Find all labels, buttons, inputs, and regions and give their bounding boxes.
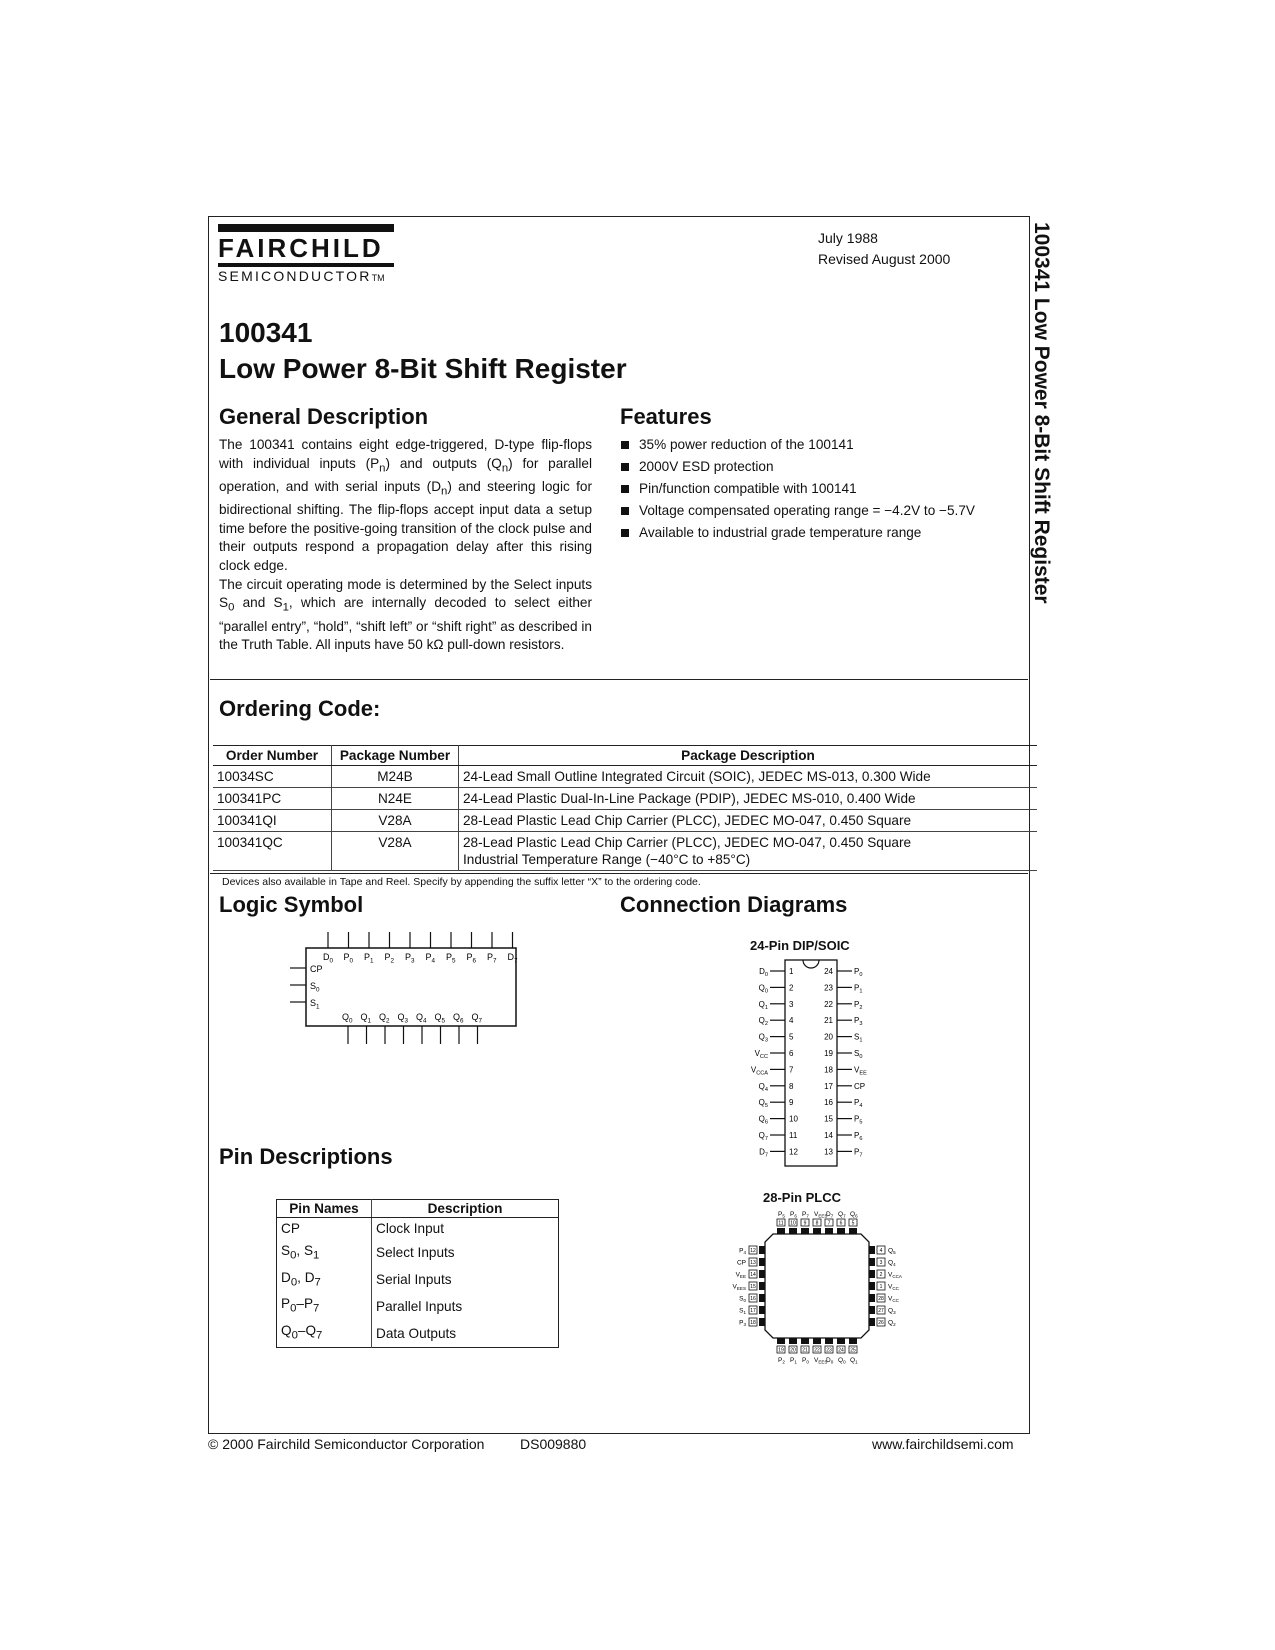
revised-date: Revised August 2000 [818,251,951,267]
dip-pin-name: $Q_5$ [758,1098,768,1110]
dip-pin-number: 17 [824,1081,833,1091]
dip-pin-name: $Q_0$ [758,983,768,995]
dip-pin-name: $P_0$ [854,967,863,978]
plcc-pin [849,1228,857,1234]
pin-name: $Q_0-Q_7$ [277,1320,372,1347]
package-description-line2: Industrial Temperature Range (−40°C to +85°C) [463,852,751,867]
plcc-pin-number: 25 [850,1347,856,1354]
title-block [219,315,627,387]
plcc-pin [759,1294,765,1302]
dip-pin-name: $P_6$ [854,1131,863,1142]
dip-title: 24-Pin DIP/SOIC [750,938,850,953]
plcc-pin-number: 13 [750,1260,756,1266]
plcc-pin-number: 27 [878,1308,884,1314]
feature-item: Voltage compensated operating range = −4.2V to −5.7V [621,500,1021,522]
plcc-pin-name: $P_2$ [778,1357,785,1365]
plcc-pin [759,1318,765,1326]
dip-pin-number: 10 [789,1114,798,1124]
dip-pin-number: 24 [824,967,833,976]
logic-output-label: $Q_1$ [360,1012,372,1025]
dip-pin-name: $P_3$ [854,1016,863,1028]
dip-pin-name: $P_7$ [854,1147,863,1159]
plcc-pin-name: $P_1$ [790,1357,797,1365]
footer-doc-number: DS009880 [520,1436,587,1452]
plcc-pin-name: $Q_5$ [888,1247,896,1256]
plcc-pin-number: 22 [814,1347,820,1354]
ordering-code-heading: Ordering Code: [219,696,381,721]
dip-pin-number: 16 [824,1098,833,1108]
plcc-pin [849,1338,857,1344]
logo-main-text: FAIRCHILD [218,233,384,263]
dip-pin-number: 4 [789,1016,794,1026]
plcc-pin-number: 9 [803,1220,807,1227]
dip-pin-number: 12 [789,1147,798,1157]
plcc-pin [801,1338,809,1344]
plcc-pin-number: 24 [838,1347,844,1354]
pin-name: CP [277,1218,372,1241]
pin-description: Select Inputs [376,1245,455,1261]
ordering-bottom-rule [210,873,1028,874]
order-number: 100341QC [213,832,332,871]
plcc-pin [869,1270,875,1278]
logic-input-label: $P_7$ [487,952,497,965]
plcc-pin-name: $D_7$ [826,1211,834,1219]
dip-pin-number: 18 [824,1065,833,1075]
plcc-pin-name: $P_3$ [739,1319,746,1328]
plcc-pin-name: $Q_7$ [838,1211,846,1219]
dip-pin-name: $P_1$ [854,983,863,995]
date-block [818,228,950,270]
plcc-pin [777,1338,785,1344]
logic-symbol-heading: Logic Symbol [219,892,364,917]
logic-input-label: $P_5$ [446,952,456,965]
logic-control-label: CP [310,964,323,974]
section-divider [210,679,1028,680]
logic-output-label: $Q_2$ [379,1012,390,1025]
connection-diagrams-heading: Connection Diagrams [620,892,848,917]
plcc-pin [759,1258,765,1266]
table-row [213,810,1037,832]
side-title: 100341 Low Power 8-Bit Shift Register [1030,222,1053,604]
plcc-pin-number: 17 [750,1308,756,1314]
ordering-col-package: Package Number [332,746,459,766]
plcc-package-body [765,1234,869,1338]
package-number: V28A [332,810,459,832]
dip-pin-number: 9 [789,1098,794,1108]
plcc-pin-name: $Q_6$ [850,1211,858,1219]
plcc-pin-name: $V_{EE}$ [735,1271,746,1280]
ordering-col-desc: Package Description [459,746,1038,766]
dip-pin-number: 19 [824,1049,833,1058]
logic-input-label: $D_0$ [323,952,334,965]
general-description-para1: The 100341 contains eight edge-triggered, D-type flip-flops with individual inputs $(P_n)$ and outputs $(Q_n)$ for parallel operation, and with serial inputs $(D_n)$ and steering logic for bidirectional shifting. The flip-flops accept input data a setup time before the positive-going transition of the clock pulse and their outputs respond a propagation delay after this rising clock edge. [219,437,592,573]
plcc-pin [789,1338,797,1344]
plcc-pin-number: 7 [827,1220,831,1227]
plcc-pin [759,1270,765,1278]
order-number: 100341QI [213,810,332,832]
general-description-text [219,436,592,655]
dip-pin-number: 3 [789,999,794,1009]
package-description [459,832,1038,871]
ordering-col-order: Order Number [213,746,332,766]
page-title: Low Power 8-Bit Shift Register [219,353,627,384]
footer-copyright: © 2000 Fairchild Semiconductor Corporation [208,1436,485,1452]
package-description: 24-Lead Plastic Dual-In-Line Package (PDIP), JEDEC MS-010, 0.400 Wide [459,788,1038,810]
package-description: 24-Lead Small Outline Integrated Circuit (SOIC), JEDEC MS-013, 0.300 Wide [459,766,1038,788]
logic-output-label: $Q_3$ [397,1012,409,1025]
plcc-pin-number: 15 [750,1284,756,1290]
plcc-pin-name: $S_0$ [739,1295,746,1304]
plcc-pin [801,1228,809,1234]
plcc-pin-number: 12 [750,1248,756,1254]
features-list [621,434,1021,544]
dip-pin-name: $D_7$ [759,1147,768,1159]
plcc-pin [837,1228,845,1234]
plcc-pin-name: $V_{EES}$ [814,1211,828,1219]
pin-name: $P_0-P_7$ [277,1293,372,1320]
plcc-pin-name: $V_{EES}$ [732,1283,746,1292]
logic-output-label: $Q_7$ [471,1012,483,1025]
plcc-pin [777,1228,785,1234]
package-number: V28A [332,832,459,871]
logic-output-label: $Q_0$ [342,1012,353,1025]
logic-output-label: $Q_5$ [434,1012,446,1025]
plcc-pin [837,1338,845,1344]
pin-name: $S_0$, $S_1$ [277,1240,372,1267]
plcc-pin-name: $V_{CC}$ [888,1283,899,1292]
logic-control-label: $S_0$ [310,981,320,994]
plcc-pin [825,1228,833,1234]
logic-input-label: $P_3$ [405,952,415,965]
logic-symbol-diagram [290,930,540,1050]
dip-pin-name: $Q_6$ [758,1114,768,1126]
dip-pin-number: 5 [789,1032,794,1042]
pin-name: $D_0$, $D_7$ [277,1267,372,1294]
logic-input-label: $P_0$ [343,952,354,965]
plcc-pin-name: $D_0$ [826,1357,834,1365]
feature-item: Pin/function compatible with 100141 [621,478,1021,500]
plcc-pin [869,1294,875,1302]
plcc-pin-number: 3 [879,1260,883,1266]
plcc-pin-name: $V_{EES}$ [814,1357,828,1365]
plcc-pin-number: 14 [750,1272,756,1278]
table-row [277,1293,559,1320]
plcc-pin-number: 8 [815,1220,819,1227]
dip-soic-diagram [730,958,890,1170]
table-row [213,788,1037,810]
logic-input-label: $P_6$ [466,952,477,965]
plcc-pin-number: 10 [790,1220,796,1227]
dip-pin-number: 8 [789,1081,794,1091]
pin-description: Data Outputs [376,1325,457,1341]
table-row [277,1320,559,1347]
table-row [277,1218,559,1241]
plcc-pin-name: $P_0$ [802,1357,809,1365]
feature-item: 35% power reduction of the 100141 [621,434,1021,456]
dip-pin-name: $P_2$ [854,999,863,1011]
pin-descriptions-heading: Pin Descriptions [219,1144,393,1169]
plcc-pin-name: $Q_3$ [888,1307,896,1316]
plcc-pin-number: 1 [879,1284,883,1290]
plcc-pin [825,1338,833,1344]
plcc-pin-number: 6 [839,1220,843,1227]
plcc-pin [813,1338,821,1344]
logo-sub-text: SEMICONDUCTORTM [218,268,385,284]
plcc-diagram [715,1206,915,1386]
dip-pin-number: 21 [824,1016,833,1026]
features-heading: Features [620,404,712,429]
general-description-para2: The circuit operating mode is determined by the Select inputs $S_0$ and $S_1$, which are internally decoded to select either “parallel entry”, “hold”, “shift left” or “shift right” as described in the Truth Table. All inputs have 50 kΩ pull-down resistors. [219,576,592,653]
dip-pin-name: $S_1$ [854,1032,863,1044]
table-row [277,1267,559,1294]
plcc-pin [789,1228,797,1234]
dip-pin-name: $Q_1$ [758,999,768,1011]
plcc-pin-number: 4 [879,1248,883,1254]
feature-item: 2000V ESD protection [621,456,1021,478]
dip-pin-name: $P_4$ [854,1098,863,1110]
plcc-pin-name: $P_5$ [778,1211,785,1219]
pin-description: Serial Inputs [376,1272,452,1288]
plcc-pin-number: 19 [778,1347,784,1354]
plcc-pin-name: $Q_0$ [838,1357,846,1365]
plcc-pin [869,1306,875,1314]
plcc-pin-number: 2 [879,1272,883,1278]
dip-pin-name: $V_{EE}$ [854,1065,867,1077]
dip-pin-name: $D_0$ [759,967,768,978]
footer-website[interactable]: www.fairchildsemi.com [872,1436,1014,1452]
table-row [213,766,1037,788]
logic-output-label: $Q_4$ [416,1012,427,1025]
plcc-pin [869,1258,875,1266]
dip-pin-name: $Q_7$ [758,1131,768,1142]
plcc-pin-number: 20 [790,1347,796,1354]
part-number: 100341 [219,317,313,348]
dip-pin-number: 14 [824,1131,833,1140]
dip-pin-number: 20 [824,1032,833,1042]
plcc-pin-number: 5 [851,1220,855,1227]
pin-description: Clock Input [376,1221,445,1236]
logic-output-label: $Q_6$ [453,1012,464,1025]
package-description: 28-Lead Plastic Lead Chip Carrier (PLCC), JEDEC MO-047, 0.450 Square [459,810,1038,832]
plcc-pin [869,1246,875,1254]
dip-pin-name: CP [854,1081,866,1091]
plcc-pin-number: 26 [878,1320,884,1326]
dip-pin-number: 11 [789,1131,798,1140]
plcc-pin-name: $P_4$ [739,1247,746,1256]
plcc-pin-name: $V_{CCA}$ [888,1271,902,1280]
pins-col-description: Description [372,1200,559,1218]
dip-notch [803,960,819,968]
plcc-pin [759,1246,765,1254]
plcc-pin-number: 11 [778,1220,784,1227]
logic-input-label: $P_4$ [425,952,436,965]
logic-input-label: $P_1$ [364,952,374,965]
logic-input-label: $D_7$ [507,952,518,965]
ordering-note: Devices also available in Tape and Reel. Specify by appending the suffix letter “X” to the ordering code. [222,876,701,888]
plcc-pin-number: 16 [750,1296,756,1302]
plcc-pin-number: 23 [826,1347,832,1354]
plcc-pin-name: $Q_4$ [888,1259,896,1268]
plcc-pin-name: CP [736,1259,746,1267]
dip-pin-name: $V_{CC}$ [754,1049,768,1060]
plcc-pin [869,1318,875,1326]
dip-pin-number: 2 [789,983,794,993]
dip-pin-name: $V_{CCA}$ [750,1065,768,1077]
plcc-pin [813,1228,821,1234]
feature-item: Available to industrial grade temperature range [621,522,1021,544]
package-description-line1: 28-Lead Plastic Lead Chip Carrier (PLCC), JEDEC MO-047, 0.450 Square [463,835,912,850]
dip-pin-name: $Q_4$ [758,1081,768,1093]
original-date: July 1988 [818,230,878,246]
dip-pin-name: $Q_2$ [758,1016,768,1028]
plcc-pin-name: $S_1$ [739,1307,746,1316]
plcc-pin-name: $P_6$ [790,1211,797,1219]
dip-pin-number: 1 [789,967,794,976]
plcc-pin [869,1282,875,1290]
pins-col-names: Pin Names [277,1200,372,1218]
plcc-pin [759,1306,765,1314]
dip-pin-number: 6 [789,1049,794,1058]
order-number: 100341PC [213,788,332,810]
logic-control-label: $S_1$ [310,998,320,1011]
plcc-pin-number: 28 [878,1296,884,1302]
plcc-title: 28-Pin PLCC [763,1190,842,1205]
table-row [213,832,1037,871]
plcc-pin-number: 21 [802,1347,808,1354]
dip-pin-number: 22 [824,999,833,1009]
package-number: N24E [332,788,459,810]
dip-pin-number: 13 [824,1147,833,1157]
order-number: 10034SC [213,766,332,788]
ordering-table [213,745,1037,871]
pin-description: Parallel Inputs [376,1298,463,1314]
plcc-pin-name: $P_7$ [802,1211,809,1219]
dip-pin-name: $P_5$ [854,1114,863,1126]
pin-descriptions-table [276,1199,559,1348]
package-number: M24B [332,766,459,788]
table-row [277,1240,559,1267]
general-description-heading: General Description [219,404,429,429]
dip-pin-number: 23 [824,983,833,993]
plcc-pin-name: $V_{CC}$ [888,1295,899,1304]
plcc-pin-number: 18 [750,1320,756,1326]
plcc-pin-name: $Q_1$ [850,1357,858,1365]
dip-pin-name: $Q_3$ [758,1032,768,1044]
logic-input-label: $P_2$ [384,952,395,965]
plcc-pin [759,1282,765,1290]
dip-pin-number: 7 [789,1065,794,1075]
dip-pin-name: $S_0$ [854,1049,863,1060]
plcc-pin-name: $Q_2$ [888,1319,896,1328]
dip-pin-number: 15 [824,1114,833,1124]
